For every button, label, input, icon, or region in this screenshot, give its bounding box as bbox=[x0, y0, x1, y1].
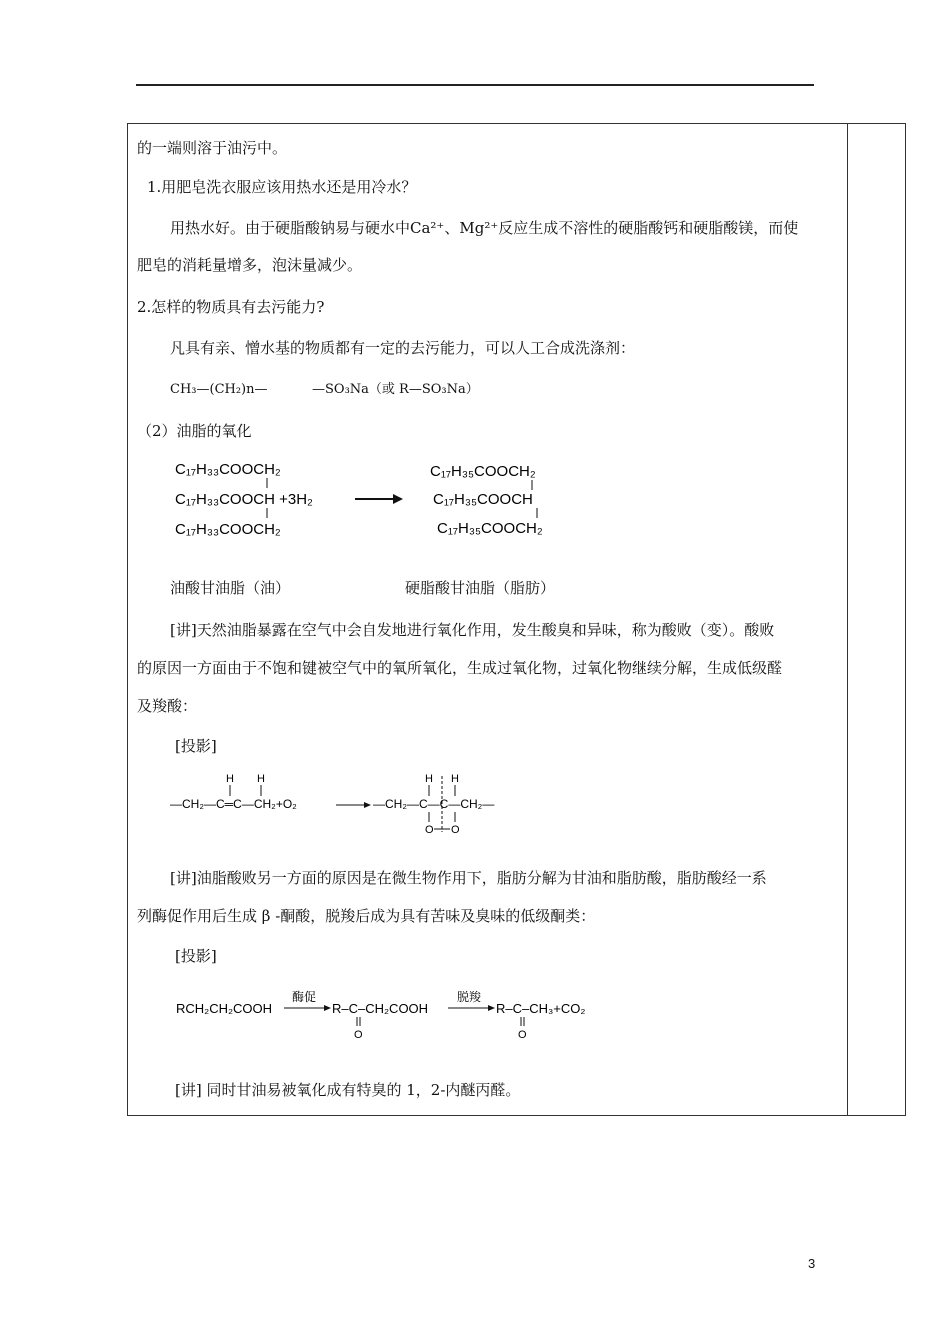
peroxidation-reaction bbox=[168, 770, 538, 838]
o-atom: O bbox=[354, 1029, 363, 1041]
beta-keto-acid: R–C–CH₂COOH bbox=[332, 1001, 429, 1016]
page-number: 3 bbox=[808, 1256, 816, 1271]
text-line: 的一端则溶于油污中。 bbox=[137, 139, 288, 157]
question-1: 1.用肥皂洗衣服应该用热水还是用冷水？ bbox=[147, 178, 417, 196]
lecture-2-line-2: 列酶促作用后生成 β -酮酸，脱羧后成为具有苦味及臭味的低级酮类： bbox=[137, 907, 596, 925]
h-atom: H bbox=[257, 773, 265, 785]
ketone-product: R–C–CH₃+CO₂ bbox=[496, 1001, 586, 1016]
reactant-line-2: C₁₇H₃₃COOCH +3H₂ bbox=[175, 491, 313, 508]
o-atom: O bbox=[451, 824, 460, 836]
h-atom: H bbox=[425, 773, 433, 785]
label-oleic-glyceride: 油酸甘油脂（油） bbox=[170, 579, 291, 597]
reactant-line-3: C₁₇H₃₃COOCH₂ bbox=[175, 521, 281, 538]
projection-label-2: [投影] bbox=[175, 947, 217, 965]
product-line-1: C₁₇H₃₅COOCH₂ bbox=[430, 463, 536, 480]
answer-2: 凡具有亲、憎水基的物质都有一定的去污能力，可以人工合成洗涤剂： bbox=[170, 339, 636, 357]
projection-label-1: [投影] bbox=[175, 737, 217, 755]
h-atom: H bbox=[226, 773, 234, 785]
lecture-2-line-1: [讲]油脂酸败另一方面的原因是在微生物作用下，脂肪分解为甘油和脂肪酸，脂肪酸经一系 bbox=[170, 869, 767, 887]
lecture-1-line-2: 的原因一方面由于不饱和键被空气中的氧所氧化，生成过氧化物，过氧化物继续分解，生成低级醛 bbox=[137, 659, 783, 677]
ketone-formation-reaction bbox=[172, 983, 622, 1043]
reactant-line-1: C₁₇H₃₃COOCH₂ bbox=[175, 461, 281, 478]
lecture-1-line-1: [讲]天然油脂暴露在空气中会自发地进行氧化作用，发生酸臭和异味，称为酸败（变）。酸败 bbox=[170, 621, 775, 639]
catalyst-decarboxylation: 脱羧 bbox=[457, 990, 482, 1004]
lecture-1-line-3: 及羧酸： bbox=[137, 697, 198, 715]
reactant-chain: —CH₂—C═C—CH₂+O₂ bbox=[170, 797, 297, 811]
section-heading: （2）油脂的氧化 bbox=[137, 422, 252, 440]
lecture-3: [讲] 同时甘油易被氧化成有特臭的 1，2-内醚丙醛。 bbox=[175, 1081, 521, 1099]
o-atom: O bbox=[425, 824, 434, 836]
product-line-3: C₁₇H₃₅COOCH₂ bbox=[437, 520, 543, 537]
detergent-formula-left: CH₃—(CH₂)n— bbox=[170, 382, 268, 397]
header-rule bbox=[136, 84, 814, 86]
hydrogenation-reaction bbox=[165, 452, 585, 542]
question-2: 2.怎样的物质具有去污能力? bbox=[137, 298, 325, 316]
reactant-acid: RCH₂CH₂COOH bbox=[176, 1001, 273, 1016]
label-stearic-glyceride: 硬脂酸甘油脂（脂肪） bbox=[405, 579, 556, 597]
answer-1-line-2: 肥皂的消耗量增多，泡沫量减少。 bbox=[137, 256, 363, 274]
catalyst-enzyme: 酶促 bbox=[292, 990, 317, 1004]
detergent-formula-right: —SO₃Na（或 R—SO₃Na） bbox=[312, 382, 479, 397]
product-line-2: C₁₇H₃₅COOCH bbox=[433, 491, 533, 508]
o-atom: O bbox=[518, 1029, 527, 1041]
table-side-column-divider bbox=[847, 123, 848, 1116]
h-atom: H bbox=[451, 773, 459, 785]
product-chain: —CH₂—C—C—CH₂— bbox=[373, 797, 495, 811]
answer-1-line-1: 用热水好。由于硬脂酸钠易与硬水中Ca²⁺、Mg²⁺反应生成不溶性的硬脂酸钙和硬脂酸镁，而使 bbox=[170, 219, 799, 237]
